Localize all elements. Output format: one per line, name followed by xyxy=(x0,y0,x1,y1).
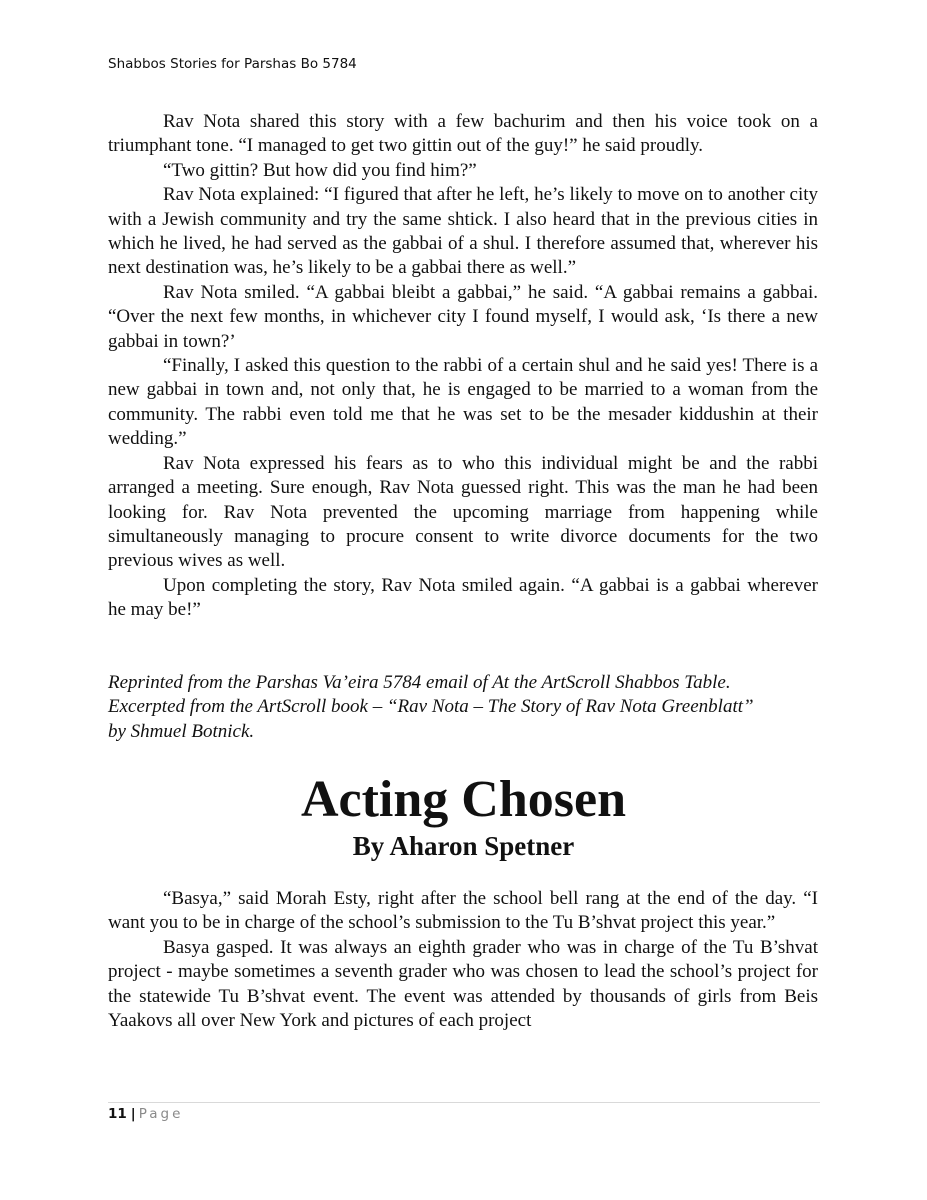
reprint-credit xyxy=(108,671,818,744)
article-byline: By Aharon Spetner xyxy=(352,831,575,861)
page-footer xyxy=(108,1106,183,1122)
paragraph: Basya gasped. It was always an eighth grader who was in charge of the Tu B’shvat project - maybe sometimes a seventh grader who was chosen to lead the school’s project for the statewide Tu B’shvat event. The event was attended by thousands of girls from Beis Yaakovs all over New York and pictures of each project xyxy=(108,936,818,1032)
paragraph: Upon completing the story, Rav Nota smiled again. “A gabbai is a gabbai wherever he may be!” xyxy=(108,574,818,621)
footer-divider xyxy=(108,1102,820,1103)
paragraph: “Finally, I asked this question to the rabbi of a certain shul and he said yes! There is a new gabbai in town and, not only that, he is engaged to be married to a woman from the community. The rabbi even told me that he was set to be the mesader kiddushin at their wedding.” xyxy=(108,355,818,450)
footer-separator: | xyxy=(130,1106,136,1122)
page-number: 11 xyxy=(108,1106,127,1122)
paragraph: Rav Nota shared this story with a few bachurim and then his voice took on a triumphant tone. “I managed to get two gittin out of the guy!” he said proudly. xyxy=(108,111,818,157)
paragraph: “Basya,” said Morah Esty, right after the school bell rang at the end of the day. “I want you to be in charge of the school’s submission to the Tu B’shvat project this year.” xyxy=(108,888,818,934)
story-continuation xyxy=(108,110,818,623)
credit-line: by Shmuel Botnick. xyxy=(108,720,255,742)
article-body xyxy=(108,887,818,1033)
paragraph: Rav Nota explained: “I figured that after he left, he’s likely to move on to another city with a Jewish community and try the same shtick. I also heard that in the previous cities in which he lived, he had served as the gabbai of a shul. I therefore assumed that, wherever his next destination was, he’s likely to be a gabbai there as well.” xyxy=(108,184,818,279)
credit-line: Excerpted from the ArtScroll book – “Rav Nota – The Story of Rav Nota Greenblatt” xyxy=(108,696,754,718)
page-label: Page xyxy=(138,1106,184,1122)
article-title: Acting Chosen xyxy=(300,771,627,828)
paragraph: Rav Nota expressed his fears as to who this individual might be and the rabbi arranged a meeting. Sure enough, Rav Nota guessed right. This was the man he had been looking for. Rav Nota prevented the upcoming marriage from happening while simultaneously managing to procure consent to write divorce documents for the two previous wives as well. xyxy=(108,452,818,572)
credit-line: Reprinted from the Parshas Va’eira 5784 email of At the ArtScroll Shabbos Table. xyxy=(108,672,731,693)
paragraph: Rav Nota smiled. “A gabbai bleibt a gabbai,” he said. “A gabbai remains a gabbai. “Over the next few months, in whichever city I found myself, I would ask, ‘Is there a new gabbai in town?’ xyxy=(108,281,818,352)
paragraph: “Two gittin? But how did you find him?” xyxy=(163,159,477,181)
running-header: Shabbos Stories for Parshas Bo 5784 xyxy=(108,56,357,72)
